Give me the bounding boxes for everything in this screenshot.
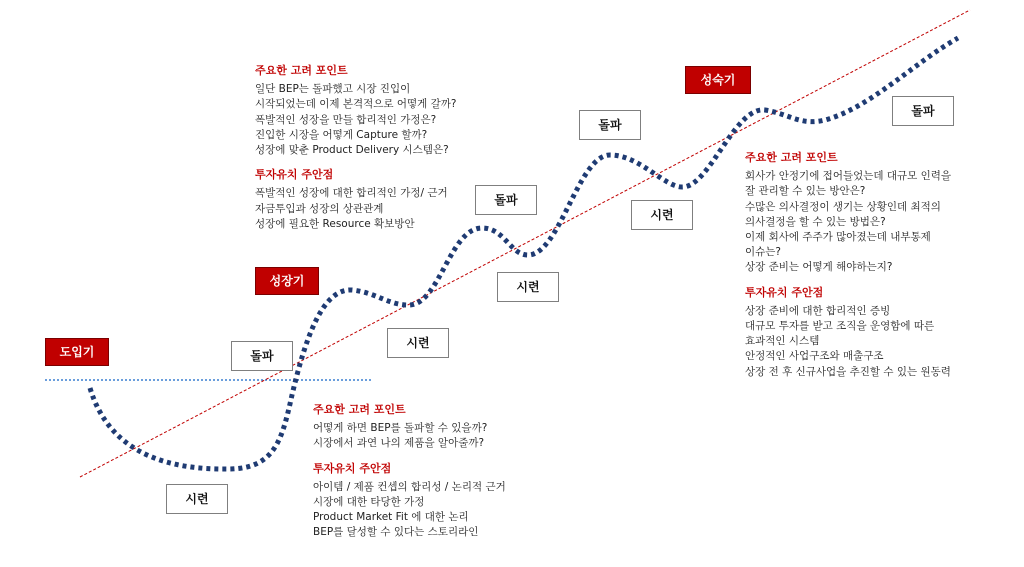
growth-considerations-title: 주요한 고려 포인트 bbox=[255, 64, 348, 77]
list-item: 이제 회사에 주주가 많아졌는데 내부통제 bbox=[745, 231, 931, 244]
intro-investment-list bbox=[313, 480, 506, 541]
growth-considerations-list bbox=[255, 82, 457, 158]
list-item: 시작되었는데 이제 본격적으로 어떻게 갈까? bbox=[255, 98, 457, 111]
list-item: Product Market Fit 에 대한 논리 bbox=[313, 511, 469, 524]
list-item: 회사가 안정기에 접어들었는데 대규모 인력을 bbox=[745, 170, 952, 183]
marker-trial-2: 시련 bbox=[387, 328, 449, 358]
growth-investment-list bbox=[255, 186, 457, 232]
list-item: 폭발적인 성장을 만들 합리적인 가정은? bbox=[255, 113, 437, 126]
marker-breakthrough-4: 돌파 bbox=[892, 96, 954, 126]
marker-breakthrough-3: 돌파 bbox=[579, 110, 641, 140]
list-item: 효과적인 시스템 bbox=[745, 335, 820, 348]
marker-trial-1: 시련 bbox=[166, 484, 228, 514]
list-item: 자금투입과 성장의 상관관계 bbox=[255, 202, 384, 215]
list-item: 시장에 대한 타당한 가정 bbox=[313, 496, 425, 509]
list-item: 대규모 투자를 받고 조직을 운영함에 따른 bbox=[745, 320, 935, 333]
list-item: 어떻게 하면 BEP를 돌파할 수 있을까? bbox=[313, 422, 488, 435]
stage-label-growth: 성장기 bbox=[255, 267, 319, 295]
list-item: 성장에 맞춘 Product Delivery 시스템은? bbox=[255, 144, 449, 157]
stage-label-mature: 성숙기 bbox=[685, 66, 751, 94]
mature-investment-list bbox=[745, 304, 951, 380]
list-item: 수많은 의사결정이 생기는 상황인데 최적의 bbox=[745, 200, 941, 213]
intro-considerations-list bbox=[313, 421, 506, 451]
list-item: 시장에서 과연 나의 제품을 알아줄까? bbox=[313, 437, 485, 450]
marker-trial-4: 시련 bbox=[631, 200, 693, 230]
intro-considerations-title: 주요한 고려 포인트 bbox=[313, 403, 406, 416]
mature-notes-panel bbox=[745, 150, 951, 380]
mature-considerations-title: 주요한 고려 포인트 bbox=[745, 151, 838, 164]
mature-investment-title: 투자유치 주안점 bbox=[745, 285, 824, 299]
list-item: 진입한 시장을 어떻게 Capture 할까? bbox=[255, 128, 428, 141]
growth-investment-title: 투자유치 주안점 bbox=[255, 168, 334, 182]
list-item: 상장 준비에 대한 합리적인 증빙 bbox=[745, 304, 891, 317]
mature-considerations-list bbox=[745, 169, 951, 275]
marker-breakthrough-2: 돌파 bbox=[475, 185, 537, 215]
list-item: 성장에 필요한 Resource 확보방안 bbox=[255, 217, 415, 230]
list-item: 잘 관리할 수 있는 방안은? bbox=[745, 185, 866, 198]
list-item: 이슈는? bbox=[745, 246, 782, 259]
marker-trial-3: 시련 bbox=[497, 272, 559, 302]
list-item: 일단 BEP는 돌파했고 시장 진입이 bbox=[255, 83, 411, 96]
list-item: BEP를 달성할 수 있다는 스토리라인 bbox=[313, 526, 479, 539]
list-item: 상장 준비는 어떻게 해야하는지? bbox=[745, 261, 893, 274]
intro-investment-title: 투자유치 주안점 bbox=[313, 461, 392, 475]
growth-notes-panel bbox=[255, 63, 457, 232]
marker-breakthrough-1: 돌파 bbox=[231, 341, 293, 371]
list-item: 아이템 / 제품 컨셉의 합리성 / 논리적 근거 bbox=[313, 480, 506, 493]
list-item: 상장 전 후 신규사업을 추진할 수 있는 원동력 bbox=[745, 365, 951, 378]
intro-notes-panel bbox=[313, 402, 506, 541]
list-item: 안정적인 사업구조와 매출구조 bbox=[745, 350, 884, 363]
list-item: 폭발적인 성장에 대한 합리적인 가정/ 근거 bbox=[255, 187, 448, 200]
stage-label-intro: 도입기 bbox=[45, 338, 109, 366]
list-item: 의사결정을 할 수 있는 방법은? bbox=[745, 215, 886, 228]
